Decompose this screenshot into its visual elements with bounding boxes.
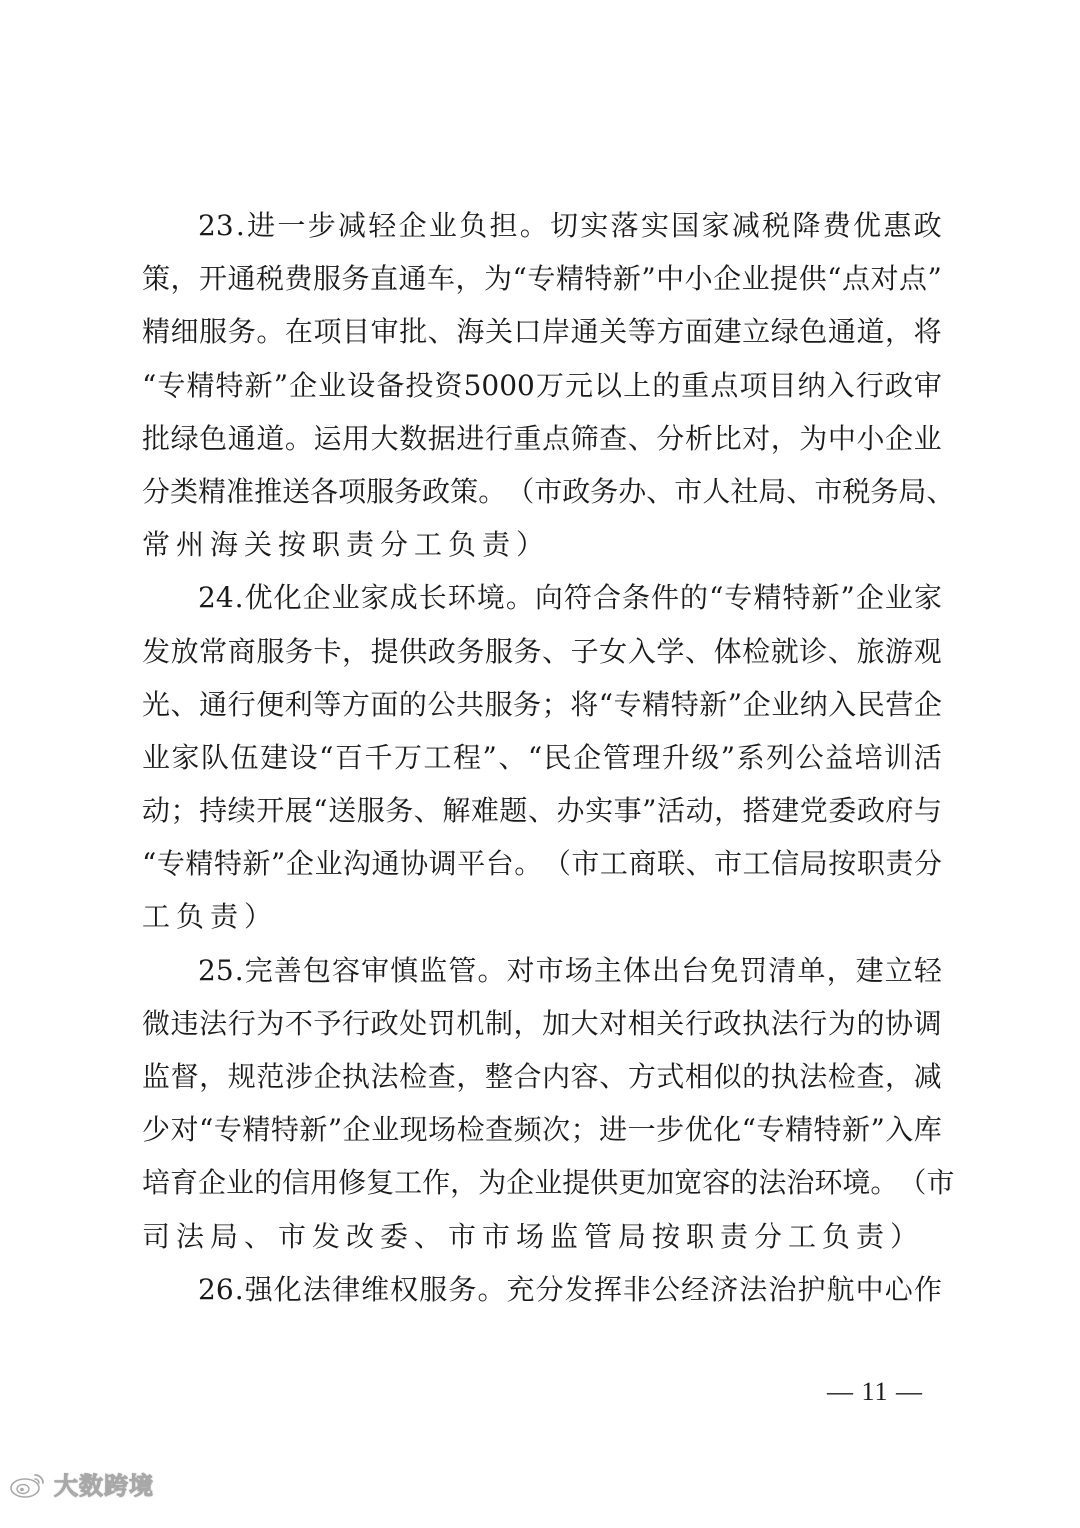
- paragraph-23-line-1: 23 . 进 一 步 减 轻 企 业 负 担 。 切 实 落 实 国 家 减 税 降 费 优 惠 政: [198, 209, 942, 242]
- paragraph-25-line-1: 25 . 完 善 包 容 审 慎 监 管 。 对 市 场 主 体 出 台 免 罚 清 单 ， 建 立 轻: [198, 953, 942, 987]
- page-number: — 11 —: [826, 1377, 924, 1406]
- paragraph-26-line-1: 26 . 强 化 法 律 维 权 服 务 。 充 分 发 挥 非 公 经 济 法 治 护 航 中 心 作: [198, 1272, 942, 1306]
- paragraph-23-line-2: 策 ， 开 通 税 费 服 务 直 通 车 ， 为 “ 专 精 特 新 ” 中 小 企 业 提 供 “ 点 对 点 ”: [142, 262, 942, 296]
- paragraph-24-line-5: 动 ； 持 续 开 展 “ 送 服 务 、 解 难 题 、 办 实 事 ” 活 动 ， 搭 建 党 委 政 府 与: [142, 794, 942, 828]
- body-text: [142, 199, 955, 1316]
- paragraph-23-line-7: 常州海关按职责分工负责）: [142, 528, 551, 562]
- paragraph-25-line-3: 监 督 ， 规 范 涉 企 执 法 检 查 ， 整 合 内 容 、 方 式 相 似 的 执 法 检 查 ， 减: [142, 1060, 942, 1093]
- paragraph-24-line-2: 发 放 常 商 服 务 卡 ， 提 供 政 务 服 务 、 子 女 入 学 、 体 检 就 诊 、 旅 游 观: [142, 634, 942, 668]
- paragraph-24-line-3: 光 、 通 行 便 利 等 方 面 的 公 共 服 务 ； 将 “ 专 精 特 新 ” 企 业 纳 入 民 营 企: [142, 687, 942, 721]
- paragraph-24-line-1: 24 . 优 化 企 业 家 成 长 环 境 。 向 符 合 条 件 的 “ 专 精 特 新 ” 企 业 家: [198, 581, 942, 615]
- paragraph-24-line-6: “ 专 精 特 新 ” 企 业 沟 通 协 调 平 台 。 （ 市 工 商 联 、 市 工 信 局 按 职 责 分: [142, 847, 942, 881]
- paragraph-23-line-5: 批 绿 色 通 道 。 运 用 大 数 据 进 行 重 点 筛 查 、 分 析 比 对 ， 为 中 小 企 业: [142, 421, 942, 455]
- watermark-text: 大数跨境: [54, 1472, 154, 1500]
- paragraph-25-line-4: 少 对 “ 专 精 特 新 ” 企 业 现 场 检 查 频 次 ； 进 一 步 优 化 “ 专 精 特 新 ” 入 库: [142, 1113, 942, 1147]
- watermark: [8, 1466, 154, 1501]
- paragraph-25-line-2: 微 违 法 行 为 不 予 行 政 处 罚 机 制 ， 加 大 对 相 关 行 政 执 法 行 为 的 协 调: [142, 1006, 942, 1040]
- paragraph-23-line-6: 分 类 精 准 推 送 各 项 服 务 政 策 。 （ 市 政 务 办 、 市 人 社 局 、 市 税 务 局 、: [142, 474, 955, 508]
- paragraph-25-line-5: 培 育 企 业 的 信 用 修 复 工 作 ， 为 企 业 提 供 更 加 宽 容 的 法 治 环 境 。 （ 市: [142, 1166, 955, 1200]
- paragraph-25-line-6: 司法局、市发改委、市市场监管局按职责分工负责）: [142, 1219, 925, 1253]
- weibo-logo-icon: [8, 1469, 48, 1499]
- paragraph-24-line-7: 工负责）: [142, 900, 279, 934]
- paragraph-24-line-4: 业 家 队 伍 建 设 “ 百 千 万 工 程 ” 、 “ 民 企 管 理 升 级 ” 系 列 公 益 培 训 活: [142, 740, 942, 774]
- paragraph-23-line-3: 精 细 服 务 。 在 项 目 审 批 、 海 关 口 岸 通 关 等 方 面 建 立 绿 色 通 道 ， 将: [142, 315, 942, 349]
- paragraph-23-line-4: “ 专 精 特 新 ” 企 业 设 备 投 资 5000 万 元 以 上 的 重 点 项 目 纳 入 行 政 审: [142, 368, 942, 402]
